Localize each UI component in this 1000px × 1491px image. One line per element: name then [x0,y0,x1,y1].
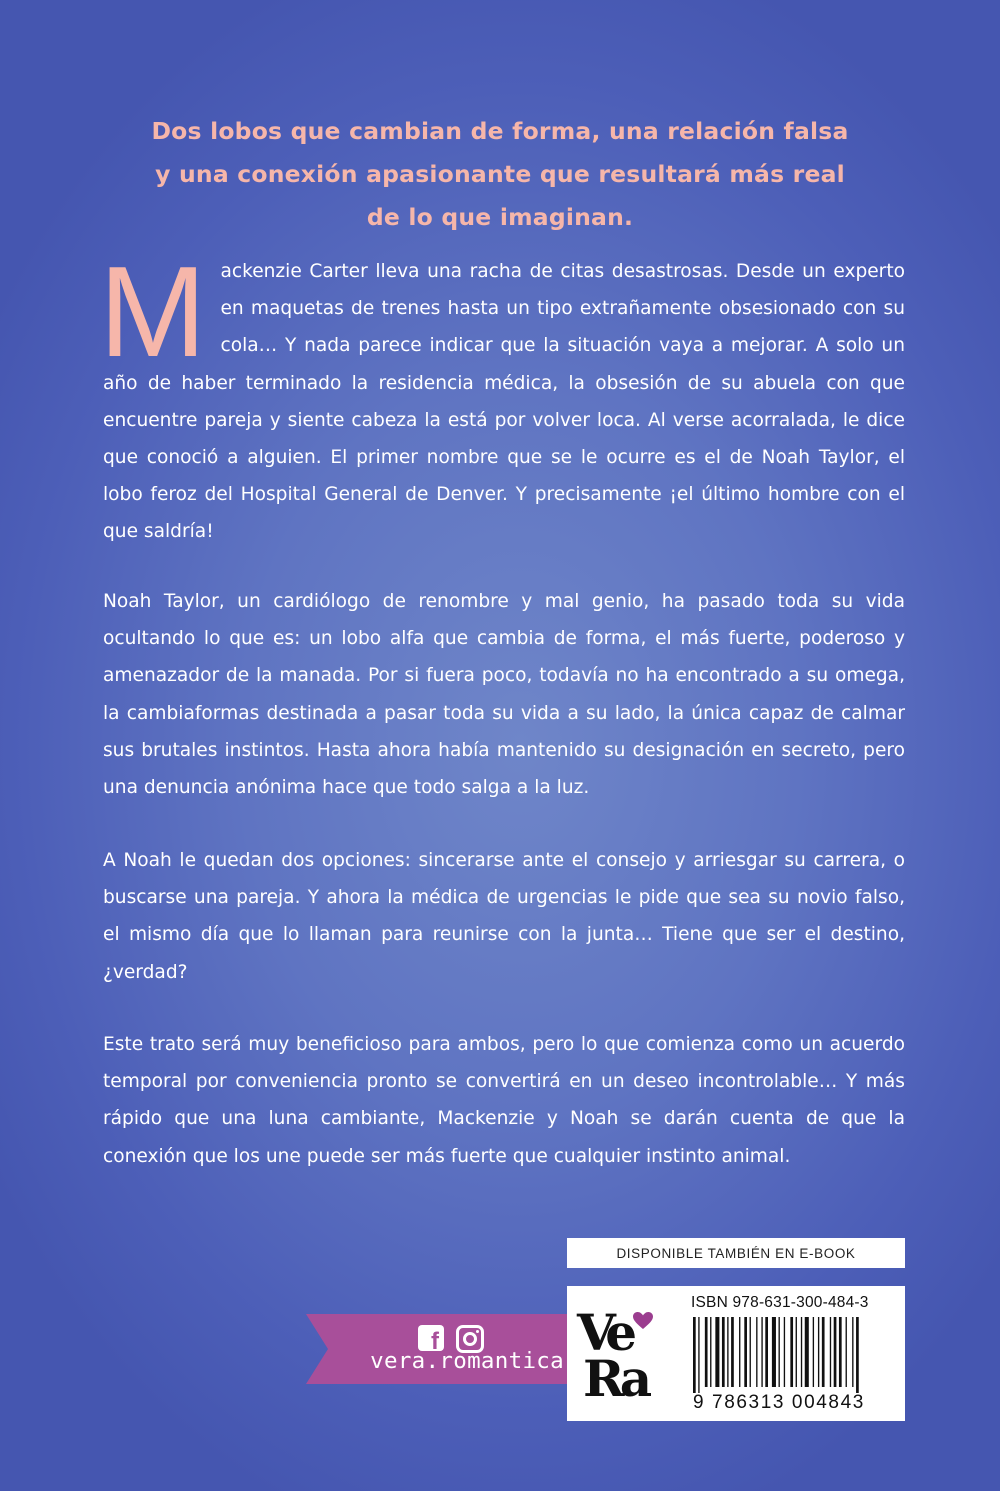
barcode [691,1317,891,1393]
barcode-bar [744,1317,747,1387]
drop-cap: M [99,240,207,384]
facebook-icon[interactable]: f [418,1325,444,1351]
barcode-bar [779,1317,780,1387]
ebook-availability-label: DISPONIBLE TAMBIÉN EN E-BOOK [567,1238,905,1268]
barcode-bar [698,1317,699,1393]
isbn-box [567,1286,905,1421]
barcode-bar [784,1317,785,1387]
barcode-bar [739,1317,740,1387]
blurb-paragraph-3: A Noah le quedan dos opciones: sincerarse ante el consejo y arriesgar su carrera, o buscarse una pareja. Y ahora la médica de urgencias le pide que sea su novio falso, el mismo día que lo llaman para reunirse con la junta… Tiene que ser el destino, ¿verdad? [103,850,905,983]
blurb-paragraph-1-text: ackenzie Carter lleva una racha de citas desastrosas. Desde un experto en maquetas de trenes hasta un tipo extrañamente obsesionado con su cola… Y nada parece indicar que la situación vaya a mejorar. A solo un año de haber terminado la residencia médica, la obsesión de su abuela con que encuentre pareja y siente cabeza la está por volver loca. Al verse acorralada, le dice que conoció a alguien. El primer nombre que se le ocurre es el de Noah Taylor, el lobo feroz del Hospital General de Denver. Y precisamente ¡el último hombre con el que saldría! [103,261,905,543]
blurb-paragraph-2: Noah Taylor, un cardiólogo de renombre y mal genio, ha pasado toda su vida ocultando lo que es: un lobo alfa que cambia de forma, el más fuerte, poderoso y amenazador de la manada. Por si fuera poco, todavía no ha encontrado a su omega, la cambiaformas destinada a pasar toda su vida a su lado, la única capaz de calmar sus brutales instintos. Hasta ahora había mantenido su designación en secreto, pero una denuncia anónima hace que todo salga a la luz. [103,591,905,799]
tagline-line-1: Dos lobos que cambian de forma, una relación falsa [151,117,849,145]
barcode-bar [852,1317,853,1387]
barcode-bar [750,1317,751,1387]
barcode-bar [834,1317,837,1387]
barcode-bar [856,1317,859,1393]
barcode-bar [772,1317,776,1387]
barcode-bar [705,1317,708,1387]
barcode-bar [710,1317,711,1387]
barcode-bar [765,1317,768,1387]
barcode-bar [801,1317,802,1387]
barcode-bar [813,1317,814,1387]
blurb-paragraph-4: Este trato será muy beneficioso para ambos, pero lo que comienza como un acuerdo temporal por conveniencia pronto se convertirá en un deseo incontrolable… Y más rápido que una luna cambiante, Mackenzie y Noah se darán cuenta de que la conexión que los une puede ser más fuerte que cualquier instinto animal. [103,1034,905,1167]
barcode-bar [731,1317,734,1387]
heart-icon [633,1312,653,1330]
barcode-bar [715,1317,719,1387]
tagline-line-2: y una conexión apasionante que resultará más real [155,160,845,188]
barcode-bar [805,1317,809,1387]
publisher-logo [577,1303,657,1408]
barcode-bar [830,1317,831,1387]
isbn-number: ISBN 978-631-300-484-3 [691,1294,869,1311]
barcode-bar [846,1317,847,1387]
barcode-bar [722,1317,725,1387]
tagline [120,110,880,239]
social-ribbon[interactable] [306,1314,576,1384]
barcode-bar [761,1317,762,1387]
barcode-digits: 9 786313 004843 [693,1392,865,1413]
blurb-paragraph-1 [99,240,905,551]
barcode-bar [796,1317,797,1387]
logo-line-2: Ra [583,1349,647,1408]
barcode-bar [727,1317,728,1387]
tagline-line-3: de lo que imaginan. [366,203,634,231]
barcode-bar [839,1317,842,1387]
barcode-bar [822,1317,825,1387]
social-handle[interactable]: vera.romantica [370,1348,564,1374]
barcode-bar [693,1317,696,1393]
barcode-bar [818,1317,819,1387]
logo-line-1: Ve [577,1303,632,1362]
barcode-bar [790,1317,793,1387]
barcode-bar [756,1317,757,1387]
